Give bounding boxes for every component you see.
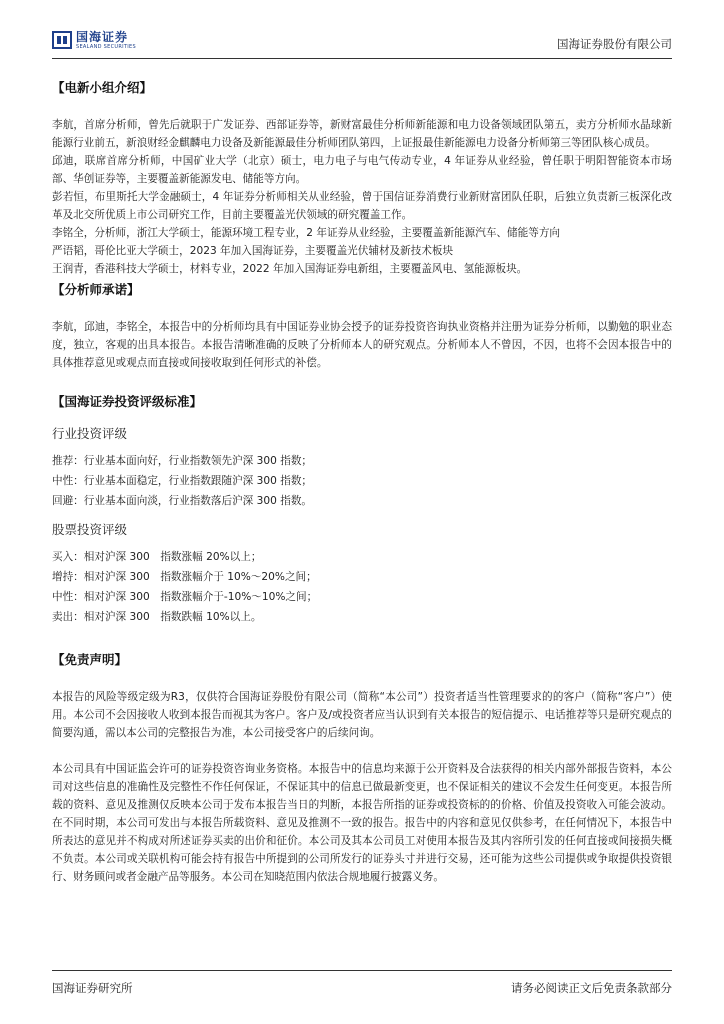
logo-text-cn: 国海证券 [76, 29, 129, 44]
team-member-pengruoheng: 彭若恒，布里斯托大学金融硕士，4 年证券分析师相关从业经验，曾于国信证券消费行业新财富团队任职，后独立负责新三板深化改革及北交所优质上市公司研究工作，目前主要覆盖光伏领域的研究覆盖工作。 [52, 191, 672, 221]
logo-text-en: SEALAND SECURITIES [76, 43, 136, 50]
industry-rating-avoid: 回避：行业基本面向淡，行业指数落后沪深 300 指数。 [52, 495, 313, 507]
footer-institute: 国海证券研究所 [52, 981, 133, 995]
disclaimer-paragraph-1: 本报告的风险等级定级为R3，仅供符合国海证券股份有限公司（简称“本公司”）投资者适当性管理要求的的客户（简称“客户”）使用。本公司不会因接收人收到本报告而视其为客户。客户及/或投资者应当认识到有关本报告的短信提示、电话推荐等只是研究观点的简要沟通，需以本公司的完整报告为准，本公司接受客户的后续问询。 [52, 691, 672, 739]
industry-rating-neutral: 中性：行业基本面稳定，行业指数跟随沪深 300 指数； [52, 475, 313, 487]
page-content [52, 78, 672, 886]
industry-rating-title: 行业投资评级 [52, 426, 128, 441]
team-member-qiudi: 邱迪，联席首席分析师，中国矿业大学（北京）硕士，电力电子与电气传动专业，4 年证券从业经验，曾任职于明阳智能资本市场部、华创证券等，主要覆盖新能源发电、储能等方向。 [52, 155, 672, 185]
disclaimer-paragraph-2: 本公司具有中国证监会许可的证券投资咨询业务资格。本报告中的信息均来源于公开资料及合法获得的相关内部外部报告资料，本公司对这些信息的准确性及完整性不作任何保证，不保证其中的信息已做最新变更，也不保证相关的建议不会发生任何变更。本报告所载的资料、意见及推测仅反映本公司于发布本报告当日的判断，本报告所指的证券或投资标的的价格、价值及投资收入可能会波动。在不同时期，本公司可发出与本报告所载资料、意见及推测不一致的报告。报告中的内容和意见仅供参考，在任何情况下，本报告中所表达的意见并不构成对所述证券买卖的出价和征价。本公司及其本公司员工对使用本报告及其内容所引发的任何直接或间接损失概不负责。本公司或关联机构可能会持有报告中所提到的公司所发行的证券头寸并进行交易，还可能为这些公司提供或争取提供投资银行、财务顾问或者金融产品等服务。本公司在知晓范围内依法合规地履行披露义务。 [52, 763, 672, 883]
footer-notice: 请务必阅读正文后免责条款部分 [511, 981, 672, 995]
stock-rating-title: 股票投资评级 [52, 522, 128, 537]
team-member-wangrunqing: 王润青，香港科技大学硕士，材料专业，2022 年加入国海证券电新组，主要覆盖风电、氢能源板块。 [52, 263, 528, 275]
rating-section-title: 【国海证券投资评级标准】 [52, 394, 203, 409]
company-logo [52, 30, 136, 50]
header-company-name: 国海证券股份有限公司 [557, 37, 672, 51]
disclaimer-section-title: 【免责声明】 [52, 652, 128, 667]
page-header [52, 28, 672, 59]
team-member-yanyutao: 严语韬，哥伦比亚大学硕士，2023 年加入国海证券，主要覆盖光伏辅材及新技术板块 [52, 245, 454, 257]
commitment-paragraph: 李航，邱迪，李铭全，本报告中的分析师均具有中国证券业协会授予的证券投资咨询执业资格并注册为证券分析师，以勤勉的职业态度，独立，客观的出具本报告。本报告清晰准确的反映了分析师本人的研究观点。分析师本人不曾因，不因，也将不会因本报告中的具体推荐意见或观点而直接或间接收取到任何形式的补偿。 [52, 321, 672, 369]
industry-rating-recommend: 推荐：行业基本面向好，行业指数领先沪深 300 指数； [52, 455, 313, 467]
stock-rating-sell: 卖出：相对沪深 300 指数跌幅 10%以上。 [52, 611, 262, 623]
logo-mark-icon [52, 30, 72, 50]
page-footer [52, 970, 672, 1001]
team-section-title: 【电新小组介绍】 [52, 80, 153, 95]
stock-rating-overweight: 增持：相对沪深 300 指数涨幅介于 10%～20%之间； [52, 571, 317, 583]
stock-rating-neutral: 中性：相对沪深 300 指数涨幅介于-10%～10%之间； [52, 591, 318, 603]
team-member-lihang: 李航，首席分析师，曾先后就职于广发证券、西部证券等，新财富最佳分析师新能源和电力设备领域团队第五，卖方分析师水晶球新能源行业前五，新浪财经金麒麟电力设备及新能源最佳分析师团队第四，上证报最佳新能源电力设备分析师第三等团队核心成员。 [52, 119, 672, 149]
team-member-limingquan: 李铭全，分析师，浙江大学硕士，能源环境工程专业，2 年证券从业经验，主要覆盖新能源汽车、储能等方向 [52, 227, 561, 239]
stock-rating-buy: 买入：相对沪深 300 指数涨幅 20%以上； [52, 551, 262, 563]
commitment-section-title: 【分析师承诺】 [52, 282, 140, 297]
